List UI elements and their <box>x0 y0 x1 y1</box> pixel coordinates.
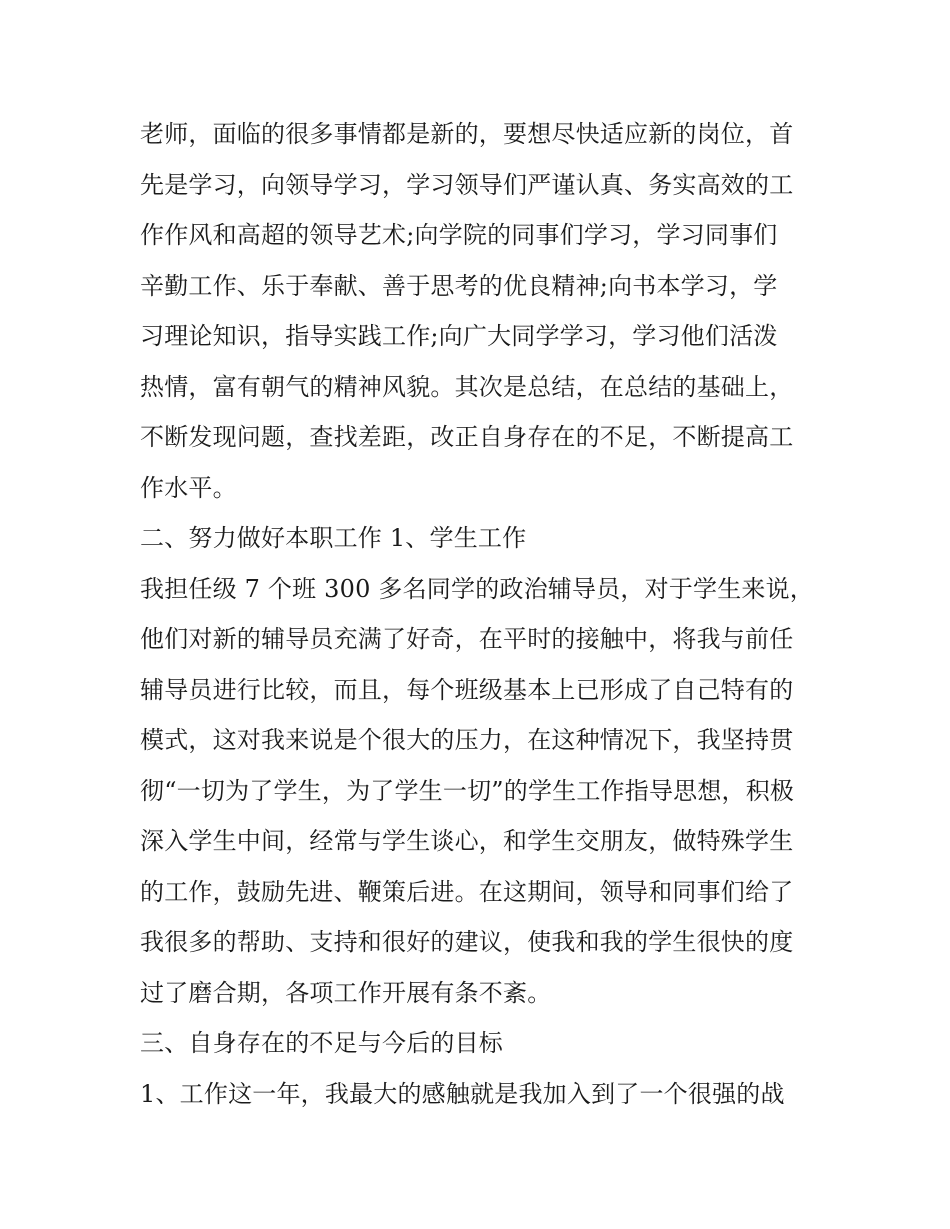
text-line: 辅导员进行比较，而且，每个班级基本上已形成了自己特有的 <box>140 675 794 704</box>
text-line: 深入学生中间，经常与学生谈心，和学生交朋友，做特殊学生 <box>140 827 794 855</box>
text-line: 先是学习，向领导学习，学习领导们严谨认真、务实高效的工 <box>140 170 794 199</box>
text-line: 他们对新的辅导员充满了好奇，在平时的接触中，将我与前任 <box>140 625 794 653</box>
text-line: 作作风和高超的领导艺术;向学院的同事们学习，学习同事们 <box>140 221 778 249</box>
text-line: 模式，这对我来说是个很大的压力，在这种情况下，我坚持贯 <box>140 726 794 754</box>
text-line: 不断发现问题，查找差距，改正自身存在的不足，不断提高工 <box>140 423 794 451</box>
section-heading: 二、努力做好本职工作 1、学生工作 <box>140 524 527 552</box>
text-line: 过了磨合期，各项工作开展有条不紊。 <box>140 978 552 1007</box>
text-line: 1、工作这一年，我最大的感触就是我加入到了一个很强的战 <box>140 1079 785 1108</box>
text-line: 我很多的帮助、支持和很好的建议，使我和我的学生很快的度 <box>140 928 794 956</box>
document-body <box>140 109 820 1119</box>
text-line: 的工作，鼓励先进、鞭策后进。在这期间，领导和同事们给了 <box>140 877 794 906</box>
text-line: 辛勤工作、乐于奉献、善于思考的优良精神;向书本学习，学 <box>140 271 778 300</box>
text-line: 作水平。 <box>140 473 237 502</box>
section-heading: 三、自身存在的不足与今后的目标 <box>140 1029 503 1057</box>
text-line: 习理论知识，指导实践工作;向广大同学学习，学习他们活泼 <box>140 322 778 350</box>
text-line: 彻“一切为了学生，为了学生一切”的学生工作指导思想，积极 <box>140 776 795 805</box>
text-line: 老师，面临的很多事情都是新的，要想尽快适应新的岗位，首 <box>140 120 794 148</box>
text-line: 我担任级 7 个班 300 多名同学的政治辅导员，对于学生来说， <box>140 574 814 603</box>
text-line: 热情，富有朝气的精神风貌。其次是总结，在总结的基础上， <box>140 372 794 401</box>
